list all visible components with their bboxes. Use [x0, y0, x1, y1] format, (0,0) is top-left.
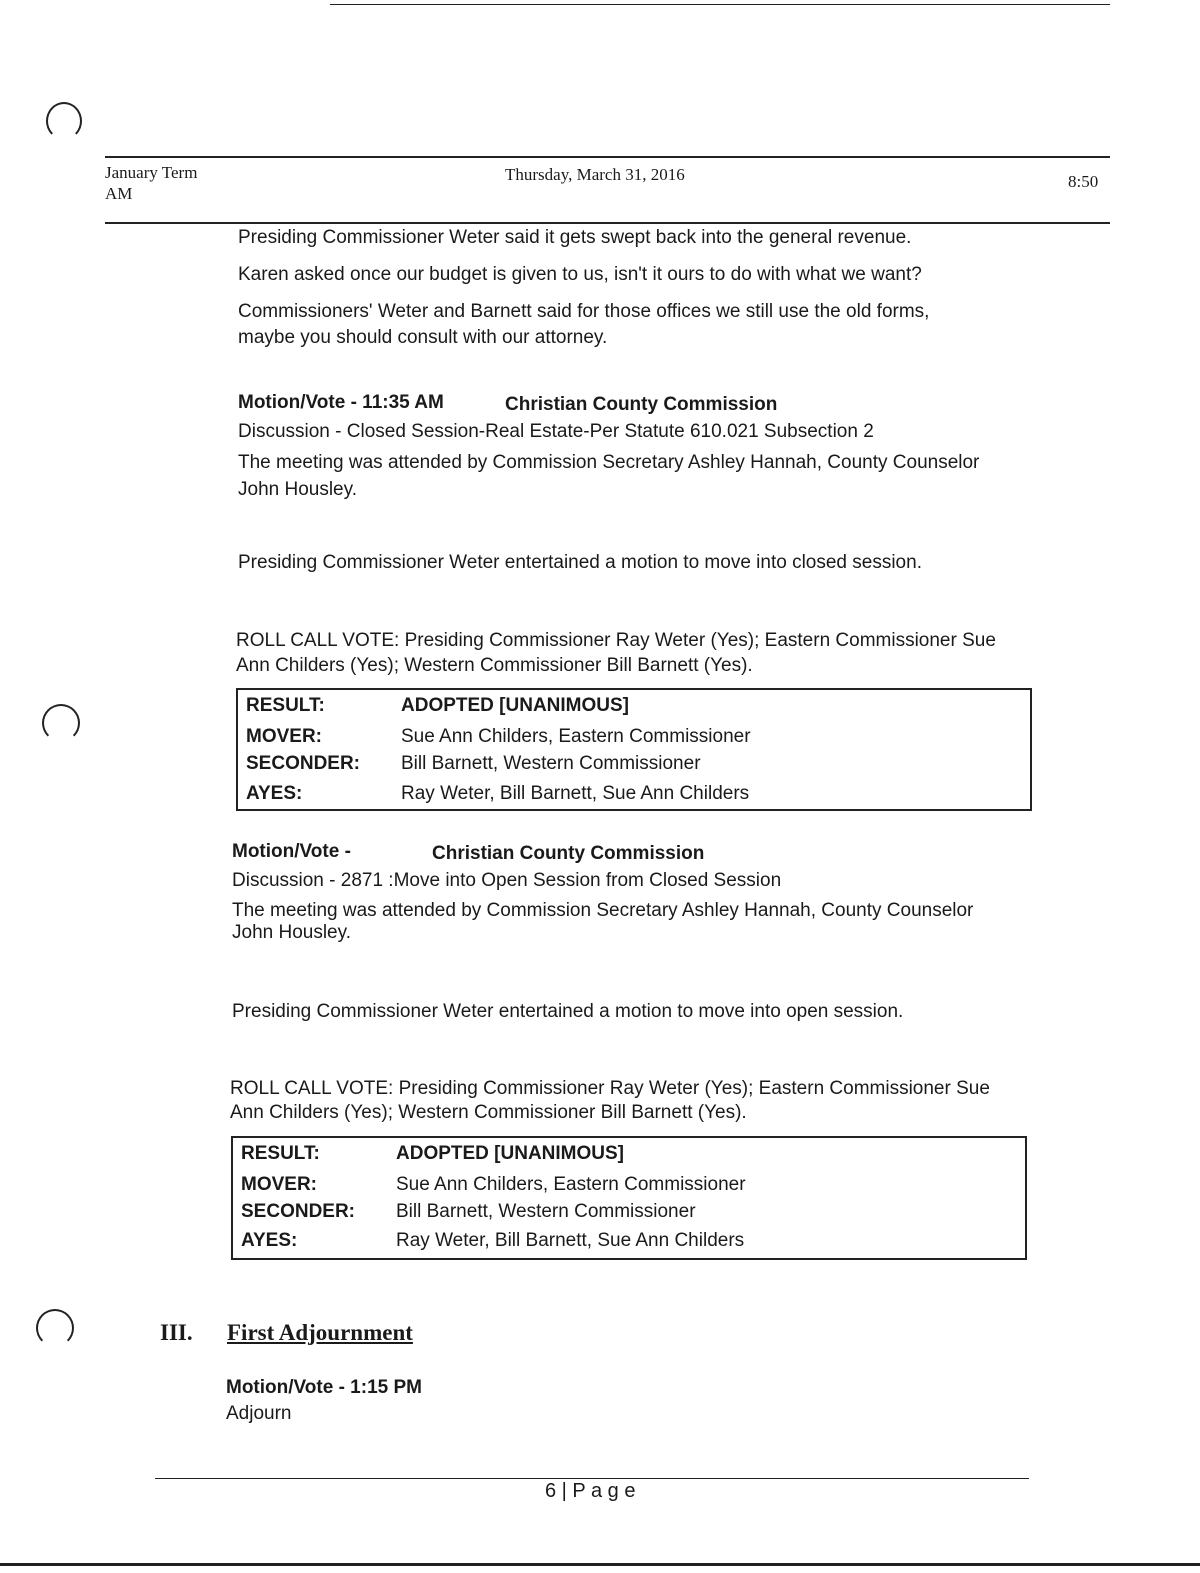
header-date: Thursday, March 31, 2016: [505, 165, 685, 184]
header-term: January Term: [105, 163, 198, 182]
motion1-entertained: Presiding Commissioner Weter entertained a motion to move into closed session.: [238, 552, 922, 573]
seconder-value: Bill Barnett, Western Commissioner: [396, 1201, 696, 1222]
ayes-value: Ray Weter, Bill Barnett, Sue Ann Childers: [396, 1230, 745, 1251]
footer-rule: [155, 1478, 1029, 1479]
section-number: III.: [160, 1320, 193, 1345]
motion1-label: Motion/Vote - 11:35 AM: [238, 392, 444, 413]
motion2-vote-table: [231, 1136, 1027, 1260]
header-bottom-rule: [105, 222, 1110, 224]
mover-label: MOVER:: [241, 1174, 317, 1195]
motion1-rollcall-2: Ann Childers (Yes); Western Commissioner Bill Barnett (Yes).: [236, 655, 753, 676]
intro-line-2: Karen asked once our budget is given to us, isn't it ours to do with what we want?: [238, 264, 922, 285]
seconder-value: Bill Barnett, Western Commissioner: [401, 753, 701, 774]
motion2-attended-1: The meeting was attended by Commission Secretary Ashley Hannah, County Counselor: [232, 900, 974, 921]
motion1-attended-1: The meeting was attended by Commission Secretary Ashley Hannah, County Counselor: [238, 452, 980, 473]
motion2-attended-2: John Housley.: [232, 922, 351, 943]
result-value: ADOPTED [UNANIMOUS]: [396, 1143, 624, 1164]
result-label: RESULT:: [241, 1143, 320, 1164]
punch-hole-bottom: [36, 1309, 74, 1347]
page-number: 6 | P a g e: [545, 1480, 636, 1502]
result-label: RESULT:: [246, 695, 325, 716]
top-edge-line: [330, 4, 1110, 5]
intro-line-1: Presiding Commissioner Weter said it gets swept back into the general revenue.: [238, 227, 912, 248]
ayes-value: Ray Weter, Bill Barnett, Sue Ann Childers: [401, 783, 750, 804]
motion1-body: Christian County Commission: [505, 394, 778, 415]
intro-line-3: Commissioners' Weter and Barnett said for those offices we still use the old forms,: [238, 301, 930, 322]
seconder-label: SECONDER:: [246, 753, 361, 774]
punch-hole-top: [46, 102, 82, 140]
header-time: 8:50: [1068, 172, 1099, 191]
punch-hole-middle: [42, 704, 80, 742]
mover-value: Sue Ann Childers, Eastern Commissioner: [396, 1174, 746, 1195]
intro-line-4: maybe you should consult with our attorney.: [238, 327, 608, 348]
motion2-rollcall-1: ROLL CALL VOTE: Presiding Commissioner Ray Weter (Yes); Eastern Commissioner Sue: [230, 1078, 990, 1099]
motion2-discussion: Discussion - 2871 :Move into Open Session from Closed Session: [232, 870, 782, 891]
motion2-label: Motion/Vote -: [232, 841, 351, 862]
seconder-label: SECONDER:: [241, 1201, 356, 1222]
ayes-label: AYES:: [241, 1230, 298, 1251]
motion2-rollcall-2: Ann Childers (Yes); Western Commissioner Bill Barnett (Yes).: [230, 1102, 747, 1123]
bottom-edge-line: [0, 1563, 1200, 1566]
header-top-rule: [105, 156, 1110, 158]
mover-label: MOVER:: [246, 726, 322, 747]
motion1-discussion: Discussion - Closed Session-Real Estate-Per Statute 610.021 Subsection 2: [238, 421, 874, 442]
section-title: First Adjournment: [227, 1320, 413, 1345]
adjourn-action: Adjourn: [226, 1403, 292, 1424]
motion1-vote-table: [236, 688, 1032, 811]
adjourn-motion: Motion/Vote - 1:15 PM: [226, 1377, 422, 1398]
result-value: ADOPTED [UNANIMOUS]: [401, 695, 629, 716]
motion2-body: Christian County Commission: [432, 843, 705, 864]
ayes-label: AYES:: [246, 783, 303, 804]
header-ampm: AM: [105, 184, 133, 203]
motion2-entertained: Presiding Commissioner Weter entertained a motion to move into open session.: [232, 1001, 904, 1022]
motion1-attended-2: John Housley.: [238, 479, 357, 500]
mover-value: Sue Ann Childers, Eastern Commissioner: [401, 726, 751, 747]
motion1-rollcall-1: ROLL CALL VOTE: Presiding Commissioner Ray Weter (Yes); Eastern Commissioner Sue: [236, 630, 996, 651]
